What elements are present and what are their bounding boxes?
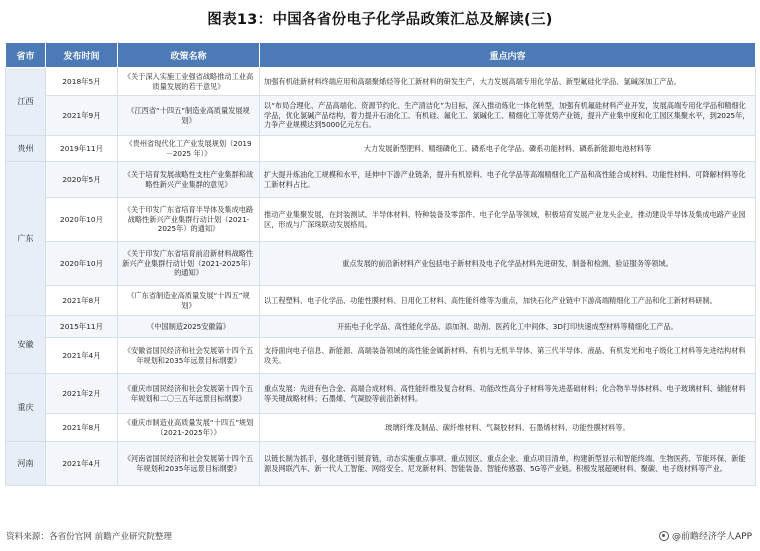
policy-table [5,42,756,486]
table-row [6,442,756,486]
table-row [6,136,756,162]
policy-cell: 《江西省“十四五”制造业高质量发展规划》 [118,96,260,136]
policy-cell: 《安徽省国民经济和社会发展第十四个五年规划和2035年远景目标纲要》 [118,338,260,374]
source-note: 资料来源：各省份官网 前瞻产业研究院整理 [6,532,173,542]
content-cell: 重点发展：先进有色合金、高端合成材料、高性能纤维及复合材料、功能改性高分子材料等先进基础材料；化合物半导体材料、电子玻璃材料、储能材料等关键战略材料；石墨烯、气凝胶等前沿新材料。 [260,374,756,414]
policy-cell: 《广东省制造业高质量发展“十四五”规划》 [118,286,260,316]
table-row [6,316,756,338]
policy-cell: 《贵州省现代化工产业发展规划（2019－2025 年）》 [118,136,260,162]
province-cell: 河南 [6,442,46,486]
date-cell: 2020年5月 [46,162,118,198]
date-cell: 2015年11月 [46,316,118,338]
content-cell: 加强有机硅新材料终端应用和高端聚烯烃等化工新材料的研发生产，大力发展高端专用化学品、新型氟硅化学品、氯碱深加工产品。 [260,68,756,96]
date-cell: 2021年4月 [46,338,118,374]
table-row [6,338,756,374]
policy-cell: 《关于印发广东省培育前沿新材料战略性新兴产业集群行动计划（2021-2025年）的通知》 [118,242,260,286]
date-cell: 2019年11月 [46,136,118,162]
header-date: 发布时间 [46,43,118,68]
content-cell: 以链长制为抓手，强化建链引链育链，动态实施重点事项、重点园区、重点企业、重点项目清单，构建新型显示和智能终端、生物医药、节能环保、新能源及网联汽车、新一代人工智能、网络安全、尼龙新材料、智能装备、智能传感器、5G等产业链。积极发展超硬材料、聚碳、电子级材料等产业。 [260,442,756,486]
table-row [6,374,756,414]
policy-cell: 《河南省国民经济和社会发展第十四个五年规划和2035年远景目标纲要》 [118,442,260,486]
table-row [6,242,756,286]
date-cell: 2021年2月 [46,374,118,414]
province-cell: 广东 [6,162,46,316]
date-cell: 2020年10月 [46,242,118,286]
policy-cell: 《重庆市国民经济和社会发展第十四个五年规划和二〇三五年远景目标纲要》 [118,374,260,414]
brand-logo-icon [659,531,669,541]
page-title: 图表13：中国各省份电子化学品政策汇总及解读(三) [207,12,553,28]
date-cell: 2020年10月 [46,198,118,242]
table-row [6,68,756,96]
policy-cell: 《中国制造2025安徽篇》 [118,316,260,338]
table-row [6,414,756,442]
content-cell: 玻璃纤维及制品、碳纤维材料、气凝胶材料、石墨烯材料、功能性膜材料等。 [260,414,756,442]
province-cell: 重庆 [6,374,46,442]
policy-cell: 《关于培育发展战略性支柱产业集群和战略性新兴产业集群的意见》 [118,162,260,198]
table-row [6,198,756,242]
table-row [6,286,756,316]
policy-cell: 《重庆市制造业高质量发展“十四五”规划（2021-2025年）》 [118,414,260,442]
date-cell: 2021年8月 [46,286,118,316]
province-cell: 江西 [6,68,46,136]
province-cell: 贵州 [6,136,46,162]
date-cell: 2021年4月 [46,442,118,486]
content-cell: 扩大提升炼油化工规模和水平，延伸中下游产业链条，提升有机原料、电子化学品等高端精细化工产品和高性能合成材料、功能性材料、可降解材料等化工新材料占比。 [260,162,756,198]
date-cell: 2021年8月 [46,414,118,442]
date-cell: 2018年5月 [46,68,118,96]
content-cell: 以工程塑料、电子化学品、功能性膜材料、日用化工材料、高性能纤维等为重点，加快石化产业链中下游高端精细化工产品和化工新材料研制。 [260,286,756,316]
date-cell: 2021年9月 [46,96,118,136]
table-header-row [6,43,756,68]
province-cell: 安徽 [6,316,46,374]
header-content: 重点内容 [260,43,756,68]
table-row [6,162,756,198]
header-province: 省市 [6,43,46,68]
content-cell: 开拓电子化学品、高性能化学品、添加剂、助剂、医药化工中间体、3D打印快速成型材料等精细化工产品。 [260,316,756,338]
brand-label: @前瞻经济学人APP [671,532,752,542]
content-cell: 大力发展新型肥料、精细磷化工、磷系电子化学品、磷系功能材料、磷系新能源电池材料等 [260,136,756,162]
policy-cell: 《关于印发广东省培育半导体及集成电路战略性新兴产业集群行动计划（2021-2025年）的通知》 [118,198,260,242]
policy-cell: 《关于深入实施工业强省战略推动工业高质量发展的若干意见》 [118,68,260,96]
content-cell: 支持面向电子信息、新能源、高端装备领域的高性能金属新材料、有机与无机半导体、第三代半导体、液晶、有机发光和电子级化工材料等先进结构材料攻关。 [260,338,756,374]
content-cell: 重点发展的前沿新材料产业包括电子新材料及电子化学品材料先进研发、制备和检测、验证服务等领域。 [260,242,756,286]
content-cell: 以“布局合理化、产品高端化、资源节约化、生产清洁化”为目标，深入推动炼化一体化转型，加强有机氟硅材料产业开发，发展高端专用化学品和精细化学品，优化氯碱产品结构，着力提升石油化工、有机硅、氟化工、氯碱化工、精细化工等优势产业链，提升产业集中度和化工园区集聚水平，到2025年，力争产业规模达到5000亿元左右。 [260,96,756,136]
brand-credit [659,529,752,542]
header-policy: 政策名称 [118,43,260,68]
table-row [6,96,756,136]
content-cell: 推动产业集聚发展，在封装测试、半导体材料、特种装备及零部件、电子化学品等领域，积极培育发展产业龙头企业，推动建设半导体及集成电路产业园区，形成与广深珠联动发展格局。 [260,198,756,242]
